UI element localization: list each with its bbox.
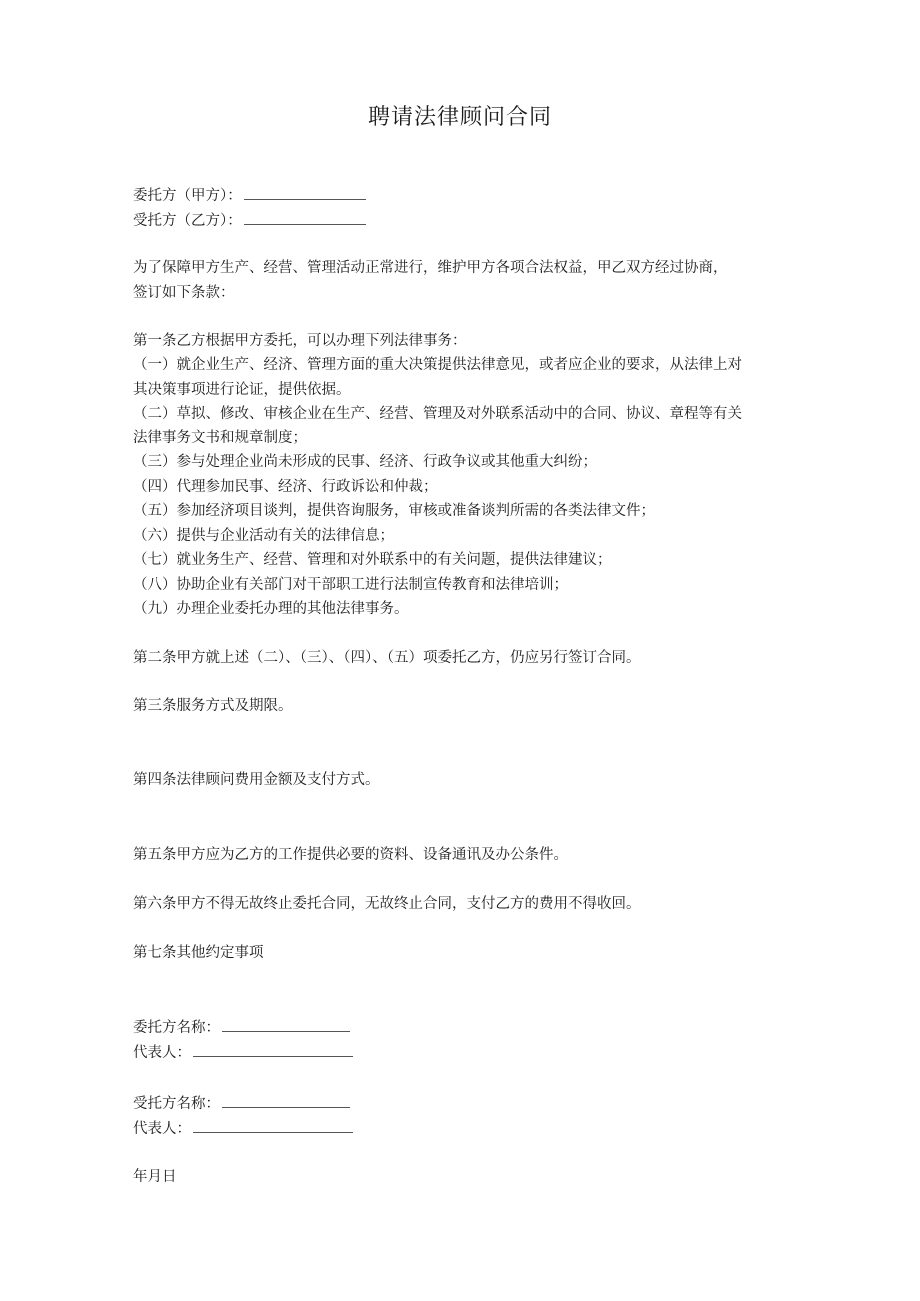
client-rep-line	[133, 1042, 353, 1063]
page-title: 聘请法律顾问合同	[367, 105, 552, 130]
article6: 第六条甲方不得无故终止委托合同，无故终止合同，支付乙方的费用不得收回。	[133, 896, 641, 912]
client-name-blank	[222, 1017, 350, 1032]
agent-rep-blank	[193, 1118, 353, 1133]
agent-name-line	[133, 1093, 350, 1114]
article1-item: （四）代理参加民事、经济、行政诉讼和仲裁；	[133, 479, 438, 495]
article4: 第四条法律顾问费用金额及支付方式。	[133, 772, 380, 788]
article1-item: （二）草拟、修改、审核企业在生产、经营、管理及对外联系活动中的合同、协议、章程等有关	[133, 406, 742, 422]
date-line: 年月日	[133, 1169, 177, 1185]
article2: 第二条甲方就上述（二）、（三）、（四）、（五）项委托乙方，仍应另行签订合同。	[133, 650, 641, 666]
article1-item: （九）办理企业委托办理的其他法律事务。	[133, 601, 409, 617]
article1-item: （五）参加经济项目谈判，提供咨询服务，审核或准备谈判所需的各类法律文件；	[133, 503, 655, 519]
article1-item: （七）就业务生产、经营、管理和对外联系中的有关问题，提供法律建议；	[133, 552, 612, 568]
article1-item: 法律事务文书和规章制度；	[133, 430, 307, 446]
article3: 第三条服务方式及期限。	[133, 698, 293, 714]
client-rep-blank	[193, 1042, 353, 1057]
client-name-label: 委托方名称：	[133, 1020, 220, 1036]
intro-line: 签订如下条款：	[133, 285, 235, 301]
agent-party-line	[133, 210, 366, 231]
client-rep-label: 代表人：	[133, 1045, 191, 1061]
client-party-label: 委托方（甲方）：	[133, 188, 242, 204]
agent-rep-line	[133, 1118, 353, 1139]
article1-item: 其决策事项进行论证，提供依据。	[133, 382, 351, 398]
article1-item: （八）协助企业有关部门对干部职工进行法制宣传教育和法律培训；	[133, 577, 568, 593]
article1-heading: 第一条乙方根据甲方委托，可以办理下列法律事务：	[133, 333, 467, 349]
agent-name-blank	[222, 1093, 350, 1108]
article1-item: （一）就企业生产、经济、管理方面的重大决策提供法律意见，或者应企业的要求，从法律上对	[133, 357, 742, 373]
client-party-line	[133, 185, 366, 206]
article5: 第五条甲方应为乙方的工作提供必要的资料、设备通讯及办公条件。	[133, 847, 568, 863]
agent-rep-label: 代表人：	[133, 1121, 191, 1137]
agent-party-label: 受托方（乙方）：	[133, 213, 242, 229]
agent-party-blank	[244, 210, 366, 225]
client-name-line	[133, 1017, 350, 1038]
intro-line: 为了保障甲方生产、经营、管理活动正常进行，维护甲方各项合法权益，甲乙双方经过协商，	[133, 260, 728, 276]
agent-name-label: 受托方名称：	[133, 1096, 220, 1112]
client-party-blank	[244, 185, 366, 200]
article7: 第七条其他约定事项	[133, 945, 264, 961]
article1-item: （三）参与处理企业尚未形成的民事、经济、行政争议或其他重大纠纷；	[133, 454, 597, 470]
article1-item: （六）提供与企业活动有关的法律信息；	[133, 528, 394, 544]
